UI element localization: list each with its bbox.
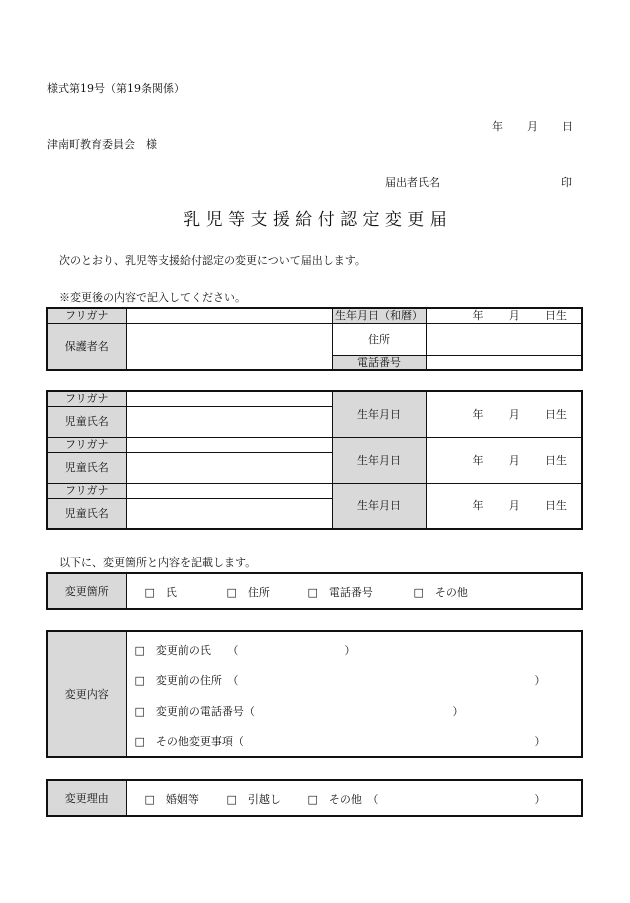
- seal-mark: 印: [561, 176, 572, 189]
- child3-name-field[interactable]: [126, 498, 332, 529]
- change-reason-options: [126, 780, 582, 816]
- form-number: 様式第19号（第19条関係）: [47, 82, 185, 95]
- prev-address-checkbox[interactable]: □ 変更前の住所 （: [134, 674, 239, 687]
- option-address[interactable]: □ 住所: [226, 586, 270, 599]
- child3-furigana-field[interactable]: [126, 483, 332, 498]
- change-location-table: [46, 572, 583, 610]
- prev-phone-checkbox[interactable]: □ 変更前の電話番号（: [134, 705, 255, 718]
- other-change-close: ）: [534, 735, 546, 748]
- child1-furigana-label: フリガナ: [47, 391, 126, 406]
- guardian-phone-field[interactable]: [426, 355, 582, 370]
- reason-moving[interactable]: □ 引越し: [226, 793, 281, 806]
- guardian-birth-field[interactable]: 年 月 日生: [426, 308, 582, 323]
- child3-birth-label: 生年月日: [332, 483, 426, 529]
- note-text: ※変更後の内容で記入してください。: [59, 291, 246, 304]
- child3-name-label: 児童氏名: [47, 498, 126, 529]
- change-reason-table: [46, 779, 583, 817]
- child1-name-field[interactable]: [126, 406, 332, 437]
- child3-furigana-label: フリガナ: [47, 483, 126, 498]
- applicant-label: 届出者氏名: [385, 176, 440, 189]
- child2-birth-label: 生年月日: [332, 437, 426, 483]
- child1-name-label: 児童氏名: [47, 406, 126, 437]
- date-year: 年: [492, 120, 503, 133]
- guardian-address-label: 住所: [332, 323, 426, 355]
- date-month: 月: [527, 120, 538, 133]
- reason-other[interactable]: □ その他 （: [307, 793, 379, 806]
- guardian-table: [46, 307, 583, 371]
- intro-text: 次のとおり、乳児等支援給付認定の変更について届出します。: [59, 254, 366, 267]
- child3-birth-field[interactable]: 年 月 日生: [426, 483, 582, 529]
- prev-address-close: ）: [534, 674, 546, 687]
- reason-marriage[interactable]: □ 婚姻等: [144, 793, 199, 806]
- guardian-phone-label: 電話番号: [332, 355, 426, 370]
- child2-birth-field[interactable]: 年 月 日生: [426, 437, 582, 483]
- prev-phone-close: ）: [452, 705, 464, 718]
- option-phone[interactable]: □ 電話番号: [307, 586, 373, 599]
- date-day: 日: [562, 120, 573, 133]
- addressee: 津南町教育委員会 様: [47, 138, 157, 151]
- child2-furigana-field[interactable]: [126, 437, 332, 452]
- child2-name-field[interactable]: [126, 452, 332, 483]
- children-table: [46, 390, 583, 530]
- change-content-table: [46, 630, 583, 758]
- guardian-furigana-label: フリガナ: [47, 308, 126, 323]
- child2-furigana-label: フリガナ: [47, 437, 126, 452]
- prev-surname-checkbox[interactable]: □ 変更前の氏 （: [134, 644, 239, 657]
- guardian-birth-label: 生年月日（和暦）: [332, 308, 426, 323]
- change-reason-label: 変更理由: [47, 780, 126, 816]
- option-surname[interactable]: □ 氏: [144, 586, 177, 599]
- option-other[interactable]: □ その他: [413, 586, 468, 599]
- document-title: 乳 児 等 支 援 給 付 認 定 変 更 届: [183, 210, 447, 230]
- change-content-label: 変更内容: [47, 631, 126, 757]
- other-change-checkbox[interactable]: □ その他変更事項（: [134, 735, 244, 748]
- change-location-options: [126, 573, 582, 609]
- reason-other-close: ）: [534, 793, 546, 806]
- guardian-name-field[interactable]: [126, 323, 332, 370]
- guardian-name-label: 保護者名: [47, 323, 126, 370]
- prev-surname-close: ）: [344, 644, 356, 657]
- child1-furigana-field[interactable]: [126, 391, 332, 406]
- child1-birth-field[interactable]: 年 月 日生: [426, 391, 582, 437]
- guardian-address-field[interactable]: [426, 323, 582, 355]
- change-location-label: 変更箇所: [47, 573, 126, 609]
- child1-birth-label: 生年月日: [332, 391, 426, 437]
- child2-name-label: 児童氏名: [47, 452, 126, 483]
- guardian-furigana-field[interactable]: [126, 308, 332, 323]
- below-text: 以下に、変更箇所と内容を記載します。: [59, 556, 257, 569]
- change-content-items: [126, 631, 582, 757]
